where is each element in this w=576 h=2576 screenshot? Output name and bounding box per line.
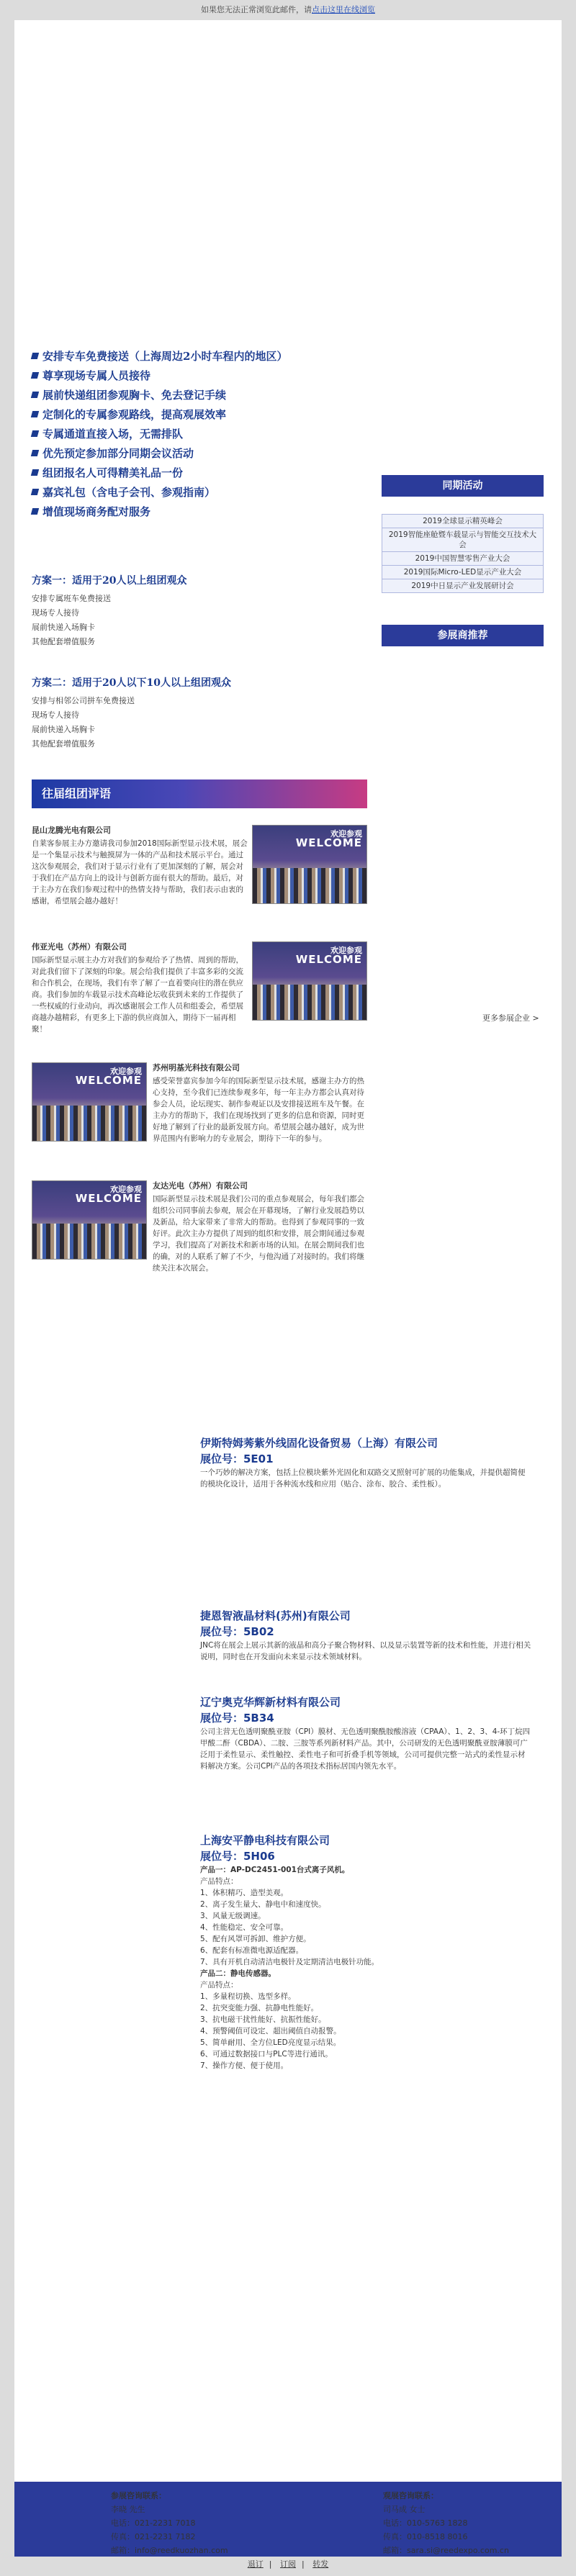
contact-name: 李晓 先生 xyxy=(111,2505,145,2514)
product-line: 1、体积精巧、造型美观。 xyxy=(200,1889,289,1897)
welcome-sign-icon: 欢迎参观 WELCOME xyxy=(75,1067,142,1087)
case-title: 苏州明基光科技有限公司 xyxy=(153,1063,240,1072)
bullet-icon xyxy=(31,392,39,398)
plan-item: 安排专属班车免费接送 xyxy=(32,594,111,603)
list-item: 尊享现场专属人员接待 xyxy=(32,366,370,386)
contact-email[interactable]: 邮箱：info@reedkuozhan.com xyxy=(111,2546,228,2555)
review-case xyxy=(153,1180,367,1274)
bullet-icon xyxy=(31,411,39,417)
event-link[interactable]: 2019全球显示精英峰会 xyxy=(382,514,544,528)
subscribe-link[interactable]: 订阅 xyxy=(280,2559,296,2569)
plan-title: 方案二：适用于20人以下10人以上组团观众 xyxy=(32,677,231,689)
more-exhibitors-link[interactable]: 更多参展企业 > xyxy=(482,1013,539,1023)
contact-fax: 传真：010-8518 8016 xyxy=(383,2532,468,2541)
company-desc: JNC将在展会上展示其新的液晶和高分子聚合物材料、以及显示装置等新的技术和性能，并进行相关说明，同时也在开发面向未来显示技术领域材料。 xyxy=(200,1641,531,1661)
contact-phone: 电话：021-2231 7018 xyxy=(111,2518,196,2528)
events-list xyxy=(382,514,544,593)
view-online-link[interactable]: 点击这里在线浏览 xyxy=(312,5,375,14)
review-case xyxy=(32,941,248,1035)
review-case xyxy=(32,825,248,907)
bullet-icon xyxy=(31,353,39,359)
plan-item: 展前快递入场胸卡 xyxy=(32,623,95,632)
event-link[interactable]: 2019中国智慧零售产业大会 xyxy=(382,552,544,566)
contact-title: 观展咨询联系： xyxy=(383,2491,438,2500)
case-text: 感受荣誉嘉宾参加今年的国际新型显示技术展，感谢主办方的热心支持，至今我们已连续参观多年，每一年主办方都会认真对待参会人员，论坛现实、制作参观证以及安排接送班车及午餐。在主办方的帮助下，我们在现场找到了更多的信息和资源，同时更好地了解到了行业的最新发展方向。希望展会越办越好，成为世界范围内有影响力的专业展会，期待下一年的参与。 xyxy=(153,1077,364,1143)
events-heading: 同期活动 xyxy=(382,475,544,497)
plan-item: 其他配套增值服务 xyxy=(32,739,95,749)
product-line: 3、风量无级调速。 xyxy=(200,1912,266,1920)
booth-number: 展位号：5E01 xyxy=(200,1452,274,1465)
welcome-sign-icon: 欢迎参观 WELCOME xyxy=(295,946,362,966)
bullet-icon xyxy=(31,508,39,515)
list-item: 专属通道直接入场，无需排队 xyxy=(32,425,370,444)
visitor-contact xyxy=(383,2489,509,2557)
company-name: 辽宁奥克华辉新材料有限公司 xyxy=(200,1696,341,1709)
plan-title: 方案一：适用于20人以上组团观众 xyxy=(32,575,187,587)
expo-photo xyxy=(252,941,367,1021)
product-line: 3、抗电磁干扰性能好、抗振性能好。 xyxy=(200,2015,326,2024)
product-line: 7、操作方便、便于使用。 xyxy=(200,2061,289,2070)
company-name: 伊斯特姆莠紫外线固化设备贸易（上海）有限公司 xyxy=(200,1437,438,1450)
company-name: 捷恩智液晶材料(苏州)有限公司 xyxy=(200,1609,351,1622)
unsubscribe-link[interactable]: 退订 xyxy=(247,2559,264,2569)
plan-item: 现场专人接待 xyxy=(32,608,79,618)
event-link[interactable]: 2019智能座舱暨车载显示与智能交互技术大会 xyxy=(382,528,544,552)
product-line: 4、预警阈值可设定、超出阈值自动报警。 xyxy=(200,2027,341,2035)
booth-number: 展位号：5B02 xyxy=(200,1625,274,1638)
review-heading: 往届组团评语 xyxy=(32,779,367,808)
bullet-icon xyxy=(31,489,39,495)
expo-photo xyxy=(252,825,367,904)
review-case xyxy=(153,1062,367,1144)
case-text: 自莱客参展主办方邀请我司参加2018国际新型显示技术展，展会是一个集显示技术与触摸屏为一体的产品和技术展示平台。通过这次参观展会，我们对于显示行业有了更加深刻的了解，展会对于我们在产品方向上的设计与创新方面有很大的帮助。最后，对于主办方在我们参观过程中的热情支持与帮助，我们表示由衷的感谢，希望展会越办越好！ xyxy=(32,839,248,905)
top-notice: 如果您无法正常浏览此邮件，请点击这里在线浏览 xyxy=(201,5,375,14)
product-line: 5、简单耐用、全方位LED亮度显示结果。 xyxy=(200,2038,341,2047)
plan-item: 现场专人接待 xyxy=(32,710,79,720)
case-title: 伟亚光电（苏州）有限公司 xyxy=(32,942,127,952)
welcome-sign-icon: 欢迎参观 WELCOME xyxy=(295,829,362,849)
bottom-links: 退订 | 订阅 | 转发 xyxy=(247,2559,329,2569)
list-item: 优先预定参加部分同期会议活动 xyxy=(32,444,370,464)
product-line: 1、多量程切换、选型多样。 xyxy=(200,1992,296,2001)
event-link[interactable]: 2019国际Micro-LED显示产业大会 xyxy=(382,566,544,579)
exhibitor-card xyxy=(200,1694,531,1772)
list-item: 组团报名人可得精美礼品一份 xyxy=(32,464,370,483)
booth-number: 展位号：5B34 xyxy=(200,1712,274,1725)
product-line: 5、配有风罩可拆卸、维护方便。 xyxy=(200,1935,311,1943)
contact-name: 司马成 女士 xyxy=(383,2505,426,2514)
bullet-icon xyxy=(31,469,39,476)
product-line: 7、具有开机自动清洁电极针及定期清洁电极针功能。 xyxy=(200,1958,379,1966)
case-text: 国际新型显示技术展是我们公司的重点参观展会，每年我们都会组织公司同事前去参观，展会在开幕现场，了解行业发展趋势以及新品，给大家带来了非常大的帮助。也得到了参观同事的一致好评。此次主办方提供了周到的组织和安排，展会期间通过参观学习，我们提高了对新技术和新市场的认知。在展会期间我们也的确，对的人联系了解了不少，与他沟通了对接时的。我们将继续关注本次展会。 xyxy=(153,1195,364,1273)
plan-two xyxy=(32,675,363,751)
bullet-icon xyxy=(31,450,39,456)
expo-photo xyxy=(32,1062,147,1142)
exhibit-contact xyxy=(111,2489,228,2557)
case-title: 昆山龙腾光电有限公司 xyxy=(32,826,111,835)
case-title: 友达光电（苏州）有限公司 xyxy=(153,1181,248,1190)
contact-fax: 传真：021-2231 7182 xyxy=(111,2532,196,2541)
event-link[interactable]: 2019中日显示产业发展研讨会 xyxy=(382,579,544,593)
service-list xyxy=(32,347,370,522)
case-text: 国际新型显示展主办方对我们的参观给予了热情、周到的帮助，对此我们留下了深刻的印象。展会给我们提供了丰富多彩的交流和合作机会，在现场，我们有幸了解了一直着要向往的潜在供应商。我们参加的车载显示技术高峰论坛收获到未来的工作提供了一些权威的行业动向，再次感谢展会工作人员和组委会，希望展商越办越精彩，有更多上下游的供应商加入，期待下一届再相聚！ xyxy=(32,956,243,1034)
plan-item: 展前快递入场胸卡 xyxy=(32,725,95,734)
bullet-icon xyxy=(31,372,39,379)
list-item: 增值现场商务配对服务 xyxy=(32,502,370,522)
sponsors-heading: 参展商推荐 xyxy=(382,625,544,646)
list-item: 嘉宾礼包（含电子会刊、参观指南） xyxy=(32,483,370,502)
contact-title: 参展咨询联系： xyxy=(111,2491,166,2500)
booth-number: 展位号：5H06 xyxy=(200,1850,275,1863)
welcome-sign-icon: 欢迎参观 WELCOME xyxy=(75,1185,142,1205)
exhibitor-card xyxy=(200,1832,531,2071)
plan-item: 其他配套增值服务 xyxy=(32,637,95,646)
product-line: 6、可通过数据接口与PLC等进行通讯。 xyxy=(200,2050,333,2058)
product-line: 2、离子发生量大、静电中和速度快。 xyxy=(200,1900,326,1909)
exhibitor-card xyxy=(200,1608,531,1663)
expo-photo xyxy=(32,1180,147,1260)
product-line: 6、配套有标准微电源适配器。 xyxy=(200,1946,304,1955)
product-line: 2、抗突变能力强、抗静电性能好。 xyxy=(200,2004,319,2012)
list-item: 展前快递组团参观胸卡、免去登记手续 xyxy=(32,386,370,405)
product-line: 产品一：AP-DC2451-001台式离子风机。 xyxy=(200,1866,350,1874)
contact-phone: 电话：010-5763 1828 xyxy=(383,2518,468,2528)
contact-email[interactable]: 邮箱：sara.si@reedexpo.com.cn xyxy=(383,2546,509,2555)
list-item: 安排专车免费接送（上海周边2小时车程内的地区） xyxy=(32,347,370,366)
plan-item: 安排与相邻公司拼车免费接送 xyxy=(32,696,135,705)
contact-footer xyxy=(14,2482,562,2557)
exhibitor-card xyxy=(200,1435,531,1490)
product-line: 产品二：静电传感器。 xyxy=(200,1969,276,1978)
product-line: 产品特点： xyxy=(200,1877,238,1886)
company-desc: 一个巧妙的解决方案，包括上位模块紫外光固化和双路交叉照射可扩展的功能集成，并提供超简便的模块化设计，适用于各种流水线和应用（贴合、涂布、胶合、柔性板）。 xyxy=(200,1468,526,1488)
plan-one xyxy=(32,573,363,649)
list-item: 定制化的专属参观路线，提高观展效率 xyxy=(32,405,370,425)
company-desc: 公司主营无色透明聚酰亚胺（CPI）膜材、无色透明聚酰胺酸溶液（CPAA）、1、2、3、4-环丁烷四甲酸二酐（CBDA）、二胺、三胺等系列新材料产品。其中，公司研发的无色透明聚酰亚胺薄膜可广泛用于柔性显示、柔性触控、柔性电子和可折叠手机等领域，公司可提供完整一站式的柔性显示材料解决方案。公司CPI产品的各项技术指标居国内领先水平。 xyxy=(200,1727,531,1771)
forward-link[interactable]: 转发 xyxy=(312,2559,329,2569)
product-line: 产品特点： xyxy=(200,1981,238,1989)
bullet-icon xyxy=(31,430,39,437)
company-name: 上海安平静电科技有限公司 xyxy=(200,1834,330,1847)
product-line: 4、性能稳定、安全可靠。 xyxy=(200,1923,289,1932)
